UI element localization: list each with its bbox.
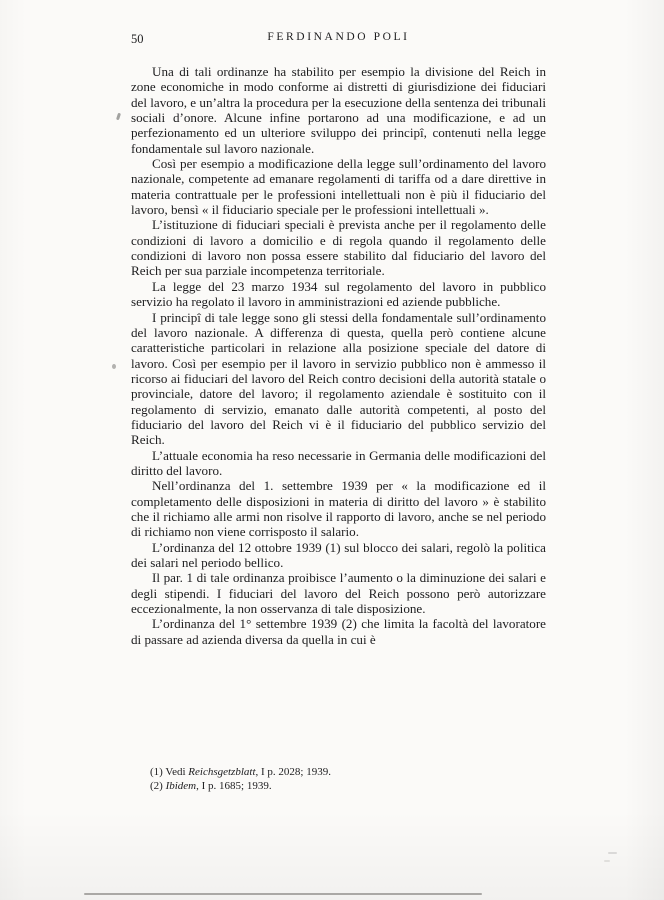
page-number: 50	[131, 32, 144, 46]
scan-artifact	[608, 852, 617, 854]
footnote-text: , I p. 2028; 1939.	[255, 766, 331, 778]
paragraph: La legge del 23 marzo 1934 sul regolamento del lavoro in pubblico servizio ha regolato il lavoro in amministrazioni ed aziende pubbliche.	[131, 278, 546, 310]
scan-artifact	[112, 364, 116, 369]
footnote	[131, 766, 546, 780]
page-body	[131, 64, 546, 647]
scan-artifact	[116, 113, 121, 121]
footnote	[131, 780, 546, 794]
scan-page-edge	[84, 893, 482, 895]
paragraph: I principî di tale legge sono gli stessi della fondamentale sull’ordinamento del lavoro nazionale. A differenza di questa, quella però contiene alcune caratteristiche particolari in relazione alla posizione speciale del datore di lavoro. Così per esempio per il lavoro in servizio pubblico non è ammesso il ricorso ai fiduciari del lavoro del Reich contro decisioni della autorità statale o provinciale, datore del lavoro; il regolamento aziendale è sostituito con il regolamento di servizio, emanato dalle autorità competenti, al posto del fiduciario del lavoro del Reich vi è il fiduciario del pubblico servizio del Reich.	[131, 309, 546, 448]
footnote-italic: Reichsgetzblatt	[188, 766, 256, 778]
running-header-author: FERDINANDO POLI	[267, 31, 410, 43]
footnotes	[131, 766, 546, 793]
paragraph: L’ordinanza del 12 ottobre 1939 (1) sul blocco dei salari, regolò la politica dei salari nel periodo bellico.	[131, 539, 546, 570]
page-header	[131, 31, 546, 49]
paragraph: Una di tali ordinanze ha stabilito per esempio la divisione del Reich in zone economiche in modo conforme ai distretti di giurisdizione dei fiduciari del lavoro, e un’altra la procedura per la esecuzione della sentenza dei tribunali sociali d’onore. Alcune infine portarono ad una modificazione, e ad un perfezionamento ed un ulteriore sviluppo dei principî, contenuti nella legge fondamentale sul lavoro nazionale.	[131, 64, 546, 156]
paragraph: L’istituzione di fiduciari speciali è prevista anche per il regolamento delle condizioni di lavoro a domicilio e di regola quando il regolamento delle condizioni di lavoro non possa essere stabilito dal fiduciario del lavoro del Reich per sua parziale incompetenza territoriale.	[131, 217, 546, 279]
paragraph: Il par. 1 di tale ordinanza proibisce l’aumento o la diminuzione dei salari e degli stipendi. I fiduciari del lavoro del Reich possono però autorizzare eccezionalmente, la non osservanza di tale disposizione.	[131, 570, 546, 617]
paragraph: Nell’ordinanza del 1. settembre 1939 per « la modificazione ed il completamento delle disposizioni in materia di diritto del lavoro » è stabilito che il richiamo alle armi non risolve il rapporto di lavoro, anche se nel periodo di richiamo non viene corrisposto il salario.	[131, 478, 546, 540]
footnote-text: (2)	[150, 779, 166, 792]
paragraph: Così per esempio a modificazione della legge sull’ordinamento del lavoro nazionale, competente ad emanare regolamenti di tariffa od a dare direttive in materia contrattuale per le professioni intellettuali non è più il fiduciario del lavoro, bensì « il fiduciario speciale per le professioni intellettuali ».	[131, 156, 546, 218]
footnote-text: (1) Vedi	[150, 766, 189, 778]
paragraph: L’attuale economia ha reso necessarie in Germania delle modificazioni del diritto del lavoro.	[131, 447, 546, 478]
paragraph: L’ordinanza del 1° settembre 1939 (2) che limita la facoltà del lavoratore di passare ad azienda diversa da quella in cui è	[131, 616, 546, 647]
footnote-text: , I p. 1685; 1939.	[196, 779, 272, 792]
scan-artifact	[604, 860, 610, 862]
footnote-italic: Ibidem	[165, 779, 197, 792]
